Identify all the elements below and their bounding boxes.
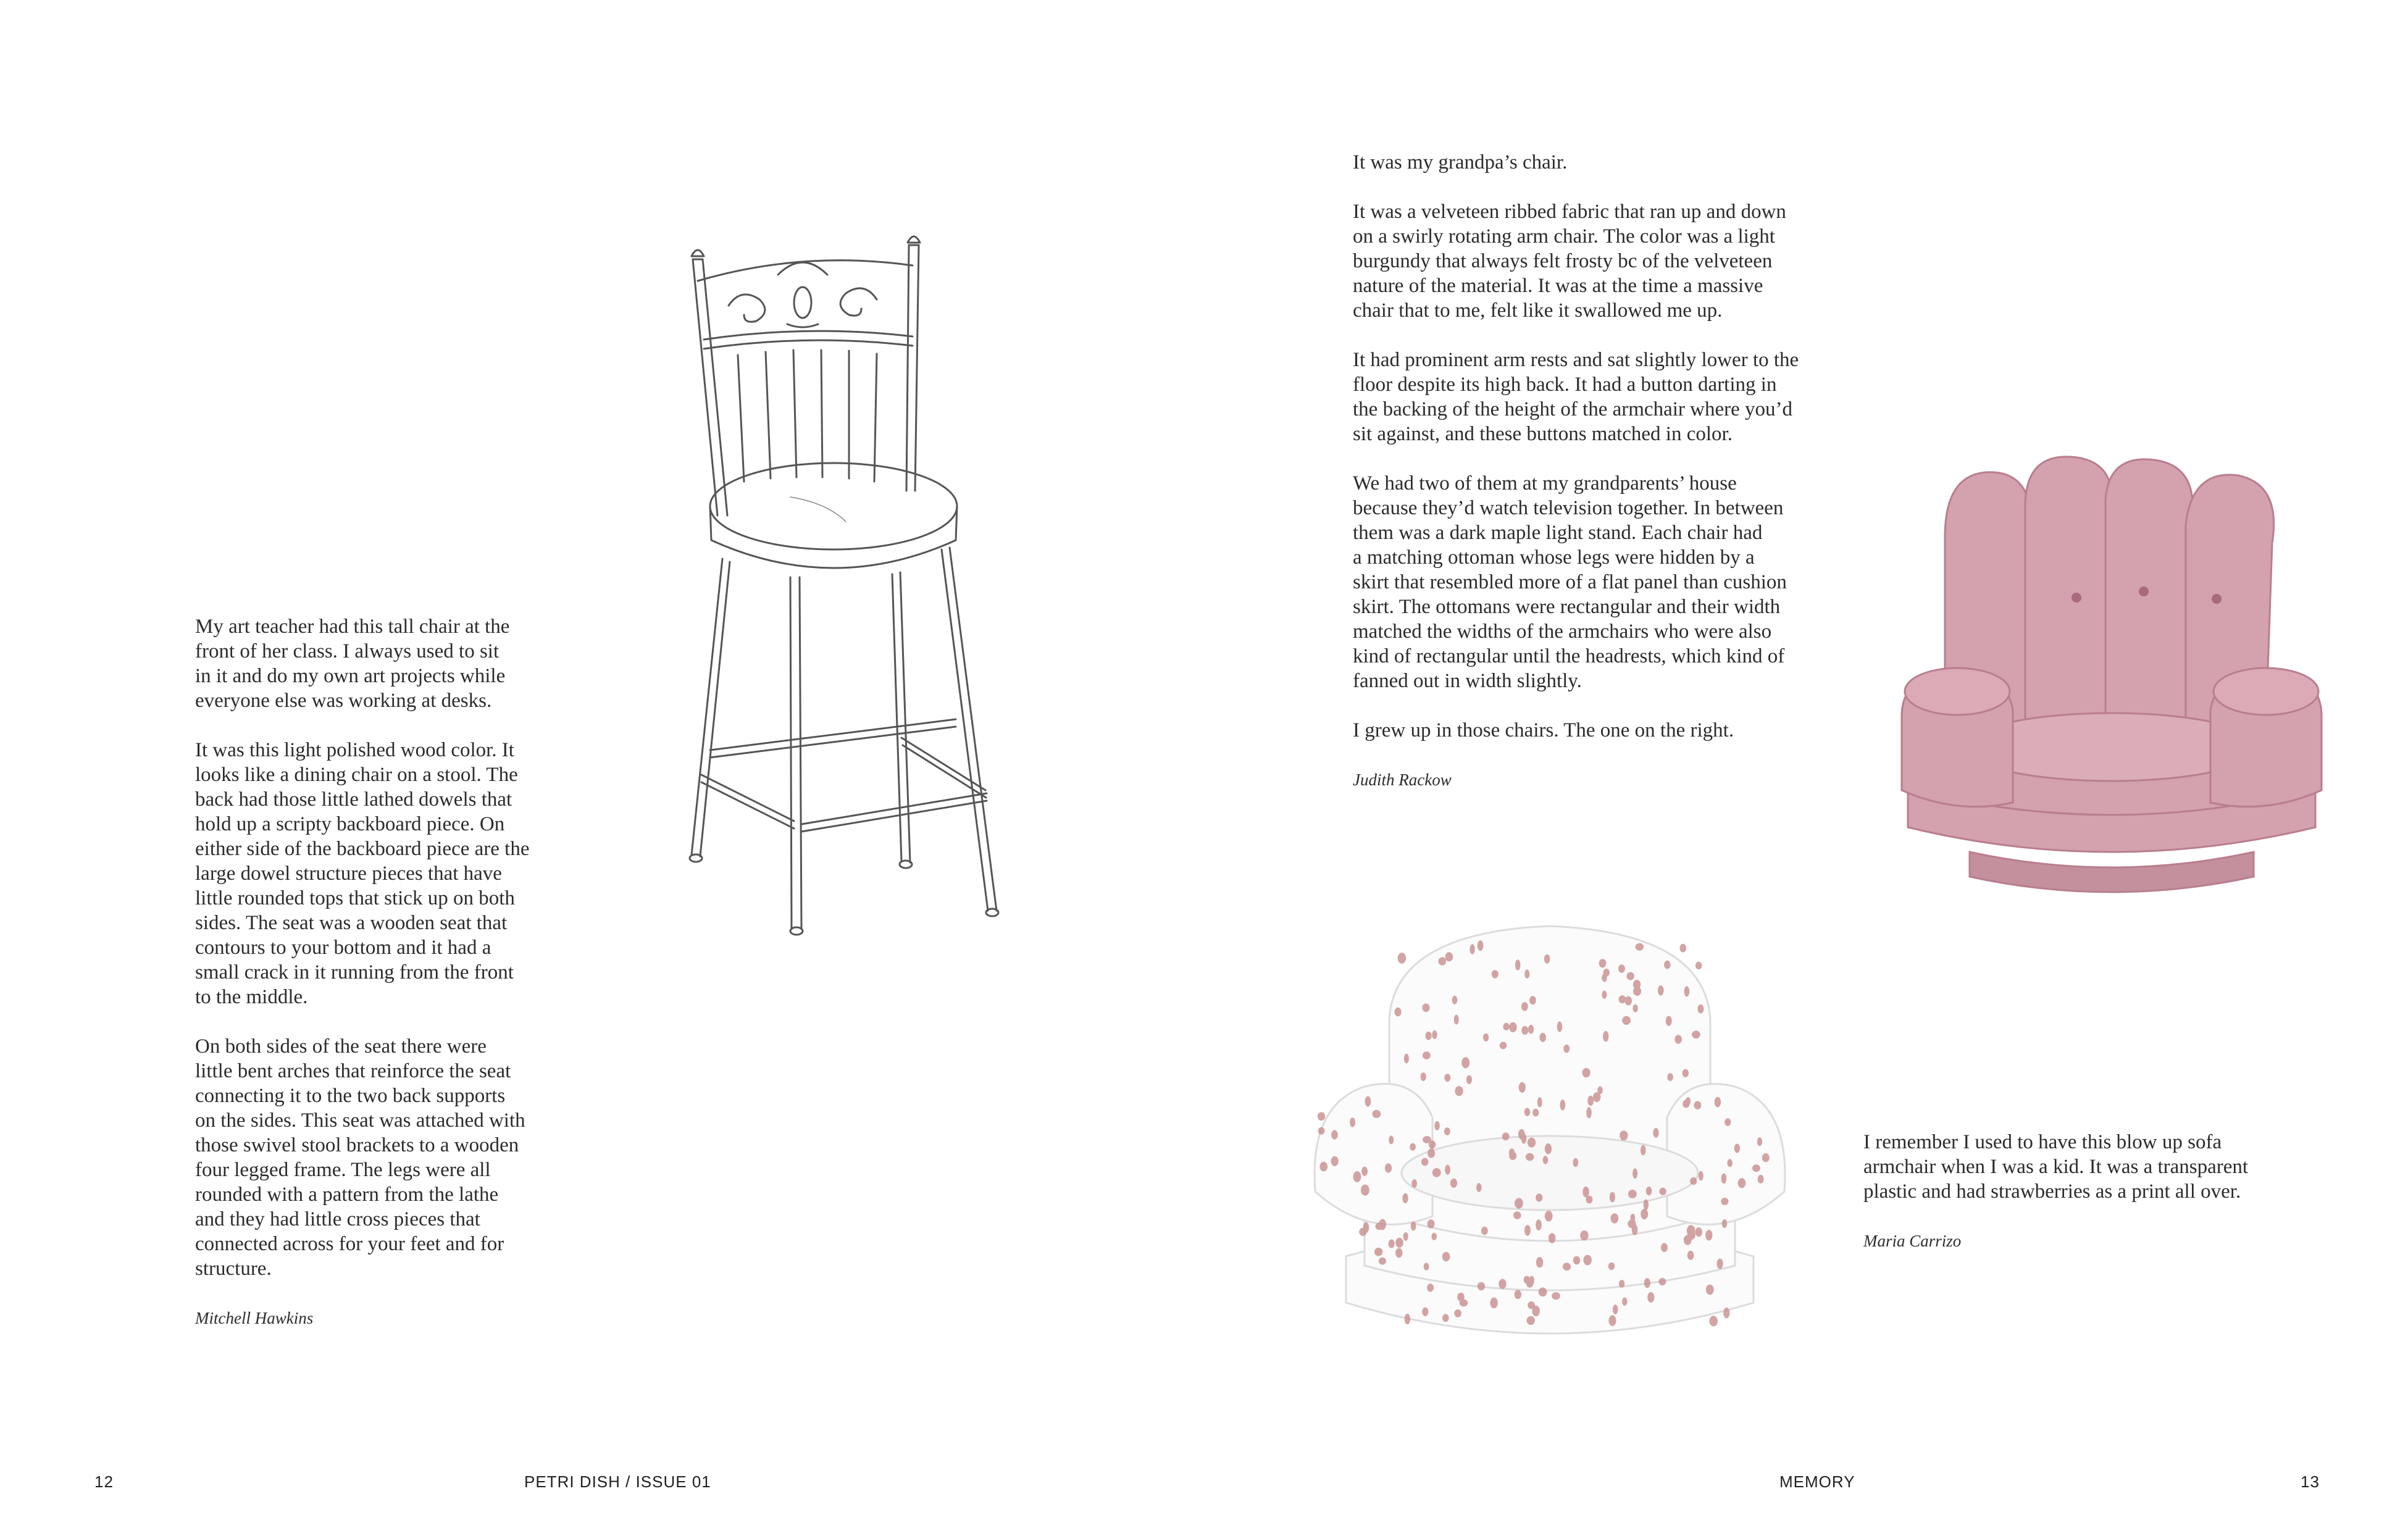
strawberry-dot	[1699, 1171, 1704, 1181]
strawberry-dot	[1758, 1175, 1764, 1184]
strawberry-dot	[1424, 1263, 1429, 1271]
strawberry-dot	[1515, 1290, 1521, 1299]
strawberry-dot	[1519, 1082, 1526, 1093]
strawberry-dot	[1653, 1128, 1658, 1138]
strawberry-dot	[1461, 1057, 1469, 1068]
strawberry-dot	[1353, 1171, 1361, 1182]
strawberry-dot	[1661, 1243, 1668, 1252]
strawberry-dot	[1724, 1118, 1731, 1126]
strawberry-dot	[1658, 1278, 1666, 1285]
strawberry-dot	[1539, 1287, 1547, 1296]
running-head-right: MEMORY	[1779, 1472, 1855, 1491]
strawberry-dot	[1573, 1158, 1578, 1167]
author-byline: Maria Carrizo	[1863, 1232, 1962, 1250]
strawberry-dot	[1674, 1035, 1682, 1044]
strawberry-dot	[1532, 1109, 1539, 1117]
strawberry-dot	[1450, 1179, 1457, 1188]
strawberry-dot	[1757, 1137, 1762, 1146]
story-paragraph: We had two of them at my grandparents’ house because they’d watch television together. In between them was a dark maple light stand. Each chair had a matching ottoman whose legs were hidden by a skirt that resembled more of a flat panel than cushion skirt. The ottomans were rectangular and their width matched the widths of the armchairs who were also kind of rectangular until the headrests, which kind of fanned out in width slightly.	[1353, 472, 1787, 692]
strawberry-dot	[1404, 1054, 1409, 1064]
strawberry-dot	[1611, 1213, 1619, 1223]
strawberry-dot	[1557, 1021, 1563, 1032]
strawberry-dot	[1752, 1164, 1760, 1172]
strawberry-dot	[1618, 964, 1625, 972]
strawberry-dot	[1442, 1252, 1450, 1261]
strawberry-dot	[1492, 970, 1499, 978]
strawberry-dot	[1684, 1235, 1692, 1245]
author-byline: Mitchell Hawkins	[195, 1309, 314, 1327]
strawberry-dot	[1398, 953, 1407, 964]
strawberry-dot	[1706, 1285, 1714, 1295]
strawberry-dot	[1610, 1192, 1615, 1203]
story-judith-rackow	[1353, 150, 1822, 817]
strawberry-dot	[1664, 961, 1670, 969]
strawberry-dot	[1483, 1033, 1489, 1042]
strawberry-dot	[1439, 957, 1447, 966]
strawberry-dot	[1563, 1263, 1571, 1271]
strawberry-dot	[1709, 1316, 1718, 1326]
strawberry-dot	[1582, 1068, 1591, 1077]
strawberry-dot	[1331, 1156, 1339, 1166]
story-paragraph: My art teacher had this tall chair at the front of her class. I always used to sit in it and do my own art projects while everyone else was working at desks.	[195, 616, 510, 712]
strawberry-dot	[1426, 1032, 1432, 1040]
strawberry-dot	[1644, 1278, 1650, 1288]
strawberry-dot	[1389, 1135, 1394, 1144]
strawberry-dot	[1540, 1033, 1546, 1042]
story-paragraph: It was my grandpa’s chair.	[1353, 151, 1568, 173]
strawberry-dot	[1411, 1222, 1416, 1231]
strawberry-dot	[1659, 1188, 1666, 1195]
button-tuft	[2212, 594, 2222, 604]
strawberry-dot	[1597, 1087, 1603, 1095]
strawberry-dot	[1599, 959, 1607, 967]
strawberry-dot	[1715, 1097, 1721, 1108]
page-number-right: 13	[2301, 1472, 2320, 1491]
strawberry-dot	[1536, 1193, 1542, 1201]
strawberry-dot	[1410, 1143, 1416, 1151]
strawberry-dot	[1705, 1230, 1712, 1240]
strawberry-dot	[1619, 1280, 1624, 1288]
strawberry-dot	[1455, 1086, 1463, 1096]
strawberry-dot	[1552, 1292, 1560, 1300]
strawberry-dot	[1373, 1110, 1381, 1118]
strawberry-dot	[1411, 1179, 1417, 1188]
story-paragraph: It was this light polished wood color. It looks like a dining chair on a stool. The back had those little lathed dowels that hold up a scripty backboard piece. On either side of the backboard piece are the large dowel structure pieces that have little rounded tops that stick up on both sides. The seat was a wooden seat that contours to your bottom and it had a small crack in it running from the front to the middle.	[195, 739, 530, 1008]
strawberry-dot	[1738, 1178, 1746, 1188]
strawberry-dot	[1427, 1284, 1434, 1292]
strawberry-dot	[1543, 1156, 1549, 1164]
strawberry-dot	[1667, 1073, 1673, 1081]
button-tuft	[2139, 587, 2149, 596]
strawberry-dot	[1402, 1193, 1408, 1203]
strawberry-dot	[1476, 1183, 1482, 1192]
strawberry-dot	[1499, 1279, 1506, 1289]
strawberry-dot	[1644, 1200, 1649, 1210]
strawberry-dot	[1628, 1219, 1636, 1228]
strawberry-dot	[1350, 1117, 1355, 1127]
strawberry-dot	[1490, 1298, 1498, 1309]
strawberry-dot	[1365, 1096, 1371, 1107]
strawberry-dot	[1423, 1003, 1430, 1012]
strawberry-dot	[1690, 1177, 1697, 1185]
author-byline: Judith Rackow	[1353, 770, 1452, 789]
strawberry-dot	[1423, 1136, 1431, 1143]
strawberry-dot	[1331, 1130, 1338, 1140]
strawberry-dot	[1500, 1042, 1507, 1049]
strawberry-dot	[1509, 1148, 1515, 1156]
strawberry-dot	[1509, 1022, 1517, 1032]
story-paragraph: On both sides of the seat there were little bent arches that reinforce the seat connecting it to the two back supports on the sides. This seat was attached with those swivel stool brackets to a wooden four legged frame. The legs were all rounded with a pattern from the lathe and they had little cross pieces that connected across for your feet and for structure.	[195, 1035, 525, 1280]
strawberry-dot	[1625, 996, 1632, 1006]
strawberry-dot	[1515, 1198, 1523, 1209]
strawberry-dot	[1536, 1257, 1543, 1268]
strawberry-dot	[1515, 959, 1521, 971]
strawberry-dot	[1537, 1097, 1542, 1108]
strawberry-dot	[1717, 1259, 1723, 1269]
strawberry-dot	[1423, 1051, 1431, 1059]
strawberry-dot	[1529, 1276, 1534, 1285]
strawberry-dot	[1518, 1129, 1525, 1140]
strawberry-dot	[1528, 1301, 1535, 1309]
strawberry-dot	[1528, 1025, 1534, 1034]
strawberry-dot	[1666, 1016, 1672, 1026]
strawberry-dot	[1526, 1153, 1534, 1161]
strawberry-dot	[1683, 1100, 1689, 1108]
strawberry-dot	[1521, 1002, 1528, 1011]
strawberry-dot	[1723, 1308, 1729, 1319]
strawberry-dot	[1633, 980, 1641, 989]
strawberry-dot	[1524, 970, 1529, 979]
strawberry-dot	[1641, 1145, 1646, 1156]
strawberry-dot	[1734, 1144, 1740, 1153]
strawberry-dot	[1421, 1158, 1429, 1166]
strawberry-dot	[1620, 1130, 1628, 1140]
strawberry-dot	[1560, 1100, 1565, 1110]
strawberry-dot	[1478, 1282, 1485, 1291]
strawberry-dot	[1684, 986, 1690, 996]
strawberry-dot	[1602, 974, 1607, 982]
bar-stool-illustration	[679, 232, 1025, 941]
strawberry-dot	[1762, 1153, 1770, 1162]
strawberry-dot	[1695, 962, 1702, 970]
strawberry-dot	[1432, 1168, 1441, 1177]
strawberry-dot	[1454, 1015, 1459, 1025]
strawberry-dot	[1646, 1187, 1652, 1195]
strawberry-dot	[1524, 1108, 1531, 1116]
strawberry-dot	[1421, 1072, 1426, 1081]
strawberry-dot	[1361, 1167, 1368, 1176]
strawberry-dot	[1529, 996, 1536, 1004]
strawberry-dot	[1573, 1256, 1580, 1265]
strawberry-dot	[1622, 1298, 1628, 1306]
strawberry-dot	[1395, 1238, 1403, 1248]
strawberry-dot	[1422, 1308, 1428, 1316]
strawberry-dot	[1428, 1219, 1435, 1228]
strawberry-dot	[1445, 1165, 1450, 1175]
strawberry-dot	[1619, 995, 1626, 1003]
page-number-left: 12	[94, 1472, 114, 1491]
strawberry-dot	[1395, 1248, 1402, 1258]
strawberry-dot	[1727, 1159, 1733, 1167]
strawberry-dot	[1613, 1305, 1618, 1314]
strawberry-dot	[1466, 1075, 1472, 1084]
strawberry-dot	[1527, 1316, 1535, 1325]
strawberry-dot	[1528, 1138, 1536, 1148]
story-maria-carrizo	[1863, 1130, 2265, 1278]
running-head-left: PETRI DISH / ISSUE 01	[524, 1472, 711, 1491]
strawberry-dot	[1622, 1016, 1631, 1025]
strawberry-dot	[1545, 1211, 1553, 1221]
strawberry-dot	[1434, 1121, 1440, 1130]
strawberry-dot	[1478, 940, 1484, 951]
button-tuft	[2071, 593, 2081, 603]
strawberry-dot	[1359, 1228, 1366, 1236]
strawberry-dot	[1721, 1174, 1727, 1184]
strawberry-dot	[1627, 972, 1634, 980]
strawberry-dot	[1444, 1074, 1450, 1082]
strawberry-dot	[1481, 1227, 1488, 1235]
strawberry-dot	[1442, 1314, 1449, 1322]
pink-armchair-illustration	[1896, 457, 2328, 901]
strawberry-dot	[1586, 1107, 1592, 1118]
strawberry-dot	[1469, 944, 1474, 954]
strawberry-dot	[1318, 1112, 1325, 1121]
strawberry-dot	[1603, 1031, 1608, 1042]
strawberry-dot	[1692, 1030, 1700, 1038]
strawberry-dot	[1608, 1263, 1615, 1270]
strawberry-dot	[1721, 1198, 1728, 1205]
strawberry-dot	[1641, 1209, 1648, 1219]
strawberry-dot	[1679, 944, 1686, 953]
strawberry-dot	[1379, 1219, 1386, 1230]
strawberry-dot	[1503, 1023, 1509, 1030]
strawberry-dot	[1403, 1232, 1408, 1241]
strawberry-dot	[1658, 985, 1664, 996]
strawberry-dot	[1432, 1030, 1437, 1039]
strawberry-dot	[1628, 1190, 1637, 1198]
strawberry-dot	[1602, 991, 1607, 999]
story-mitchell-hawkins	[195, 614, 553, 1355]
story-paragraph: It was a velveteen ribbed fabric that ran up and down on a swirly rotating arm chair. The color was a light burgundy that always felt frosty bc of the velveteen nature of the material. It was at the time a massive chair that to me, felt like it swallowed me up.	[1353, 201, 1786, 322]
strawberry-dot	[1374, 1248, 1382, 1256]
strawberry-dot	[1647, 1292, 1654, 1303]
strawberry-dot	[1405, 1314, 1410, 1324]
strawberry-dot	[1318, 1127, 1325, 1135]
strawberry-dot	[1385, 1163, 1392, 1172]
strawberry-dot	[1687, 1251, 1694, 1260]
strawberry-dot	[1587, 1096, 1594, 1106]
strawberry-dot	[1445, 952, 1453, 961]
strawberry-dot	[1521, 1026, 1528, 1035]
strawberry-dot	[1460, 1299, 1468, 1306]
strawberry-dot	[1379, 1258, 1386, 1265]
strawberry-dot	[1695, 1227, 1702, 1237]
strawberry-dot	[1513, 1211, 1521, 1219]
strawberry-dot	[1722, 1219, 1727, 1228]
strawberry-dot	[1563, 1045, 1570, 1053]
strawberry-dot	[1389, 1240, 1395, 1248]
strawberry-dot	[1697, 1004, 1704, 1014]
strawberry-dot	[1694, 1101, 1702, 1109]
strawberry-dot	[1524, 1225, 1531, 1236]
strawberry-dot	[1636, 943, 1644, 951]
strawberry-dot	[1428, 1148, 1435, 1158]
strawberry-dot	[1584, 1255, 1592, 1266]
strawberry-dot	[1683, 1069, 1689, 1077]
strawberry-dot	[1687, 1225, 1695, 1236]
strawberry-dot	[1633, 1004, 1637, 1012]
strawberry-dot	[1609, 1315, 1616, 1326]
strawberry-dot	[1549, 1233, 1555, 1243]
strawberry-dot	[1580, 1230, 1588, 1240]
strawberry-dot	[1320, 1162, 1328, 1172]
strawberry-dot	[1536, 1219, 1542, 1230]
strawberry-dot	[1444, 1127, 1450, 1135]
strawberry-dot	[1582, 1187, 1589, 1198]
strawberry-dot	[1361, 1185, 1369, 1196]
strawberry-dot	[1454, 1309, 1461, 1317]
strawberry-dot	[1502, 1132, 1510, 1140]
strawberry-dot	[1431, 1233, 1437, 1240]
story-paragraph: It had prominent arm rests and sat slightly lower to the floor despite its high back. It had a button darting in the backing of the height of the armchair where you’d sit against, and these buttons matched in color.	[1353, 349, 1799, 445]
strawberry-dot	[1633, 1168, 1637, 1179]
inflatable-armchair-illustration	[1309, 920, 1791, 1352]
strawberry-dot	[1544, 954, 1550, 964]
story-paragraph: I remember I used to have this blow up sofa armchair when I was a kid. It was a transparent plastic and had strawberries as a print all over.	[1863, 1131, 2249, 1203]
strawberry-dot	[1545, 1143, 1552, 1154]
strawberry-dot	[1395, 1008, 1402, 1016]
strawberry-dot	[1452, 996, 1458, 1004]
story-paragraph: I grew up in those chairs. The one on the right.	[1353, 719, 1734, 741]
